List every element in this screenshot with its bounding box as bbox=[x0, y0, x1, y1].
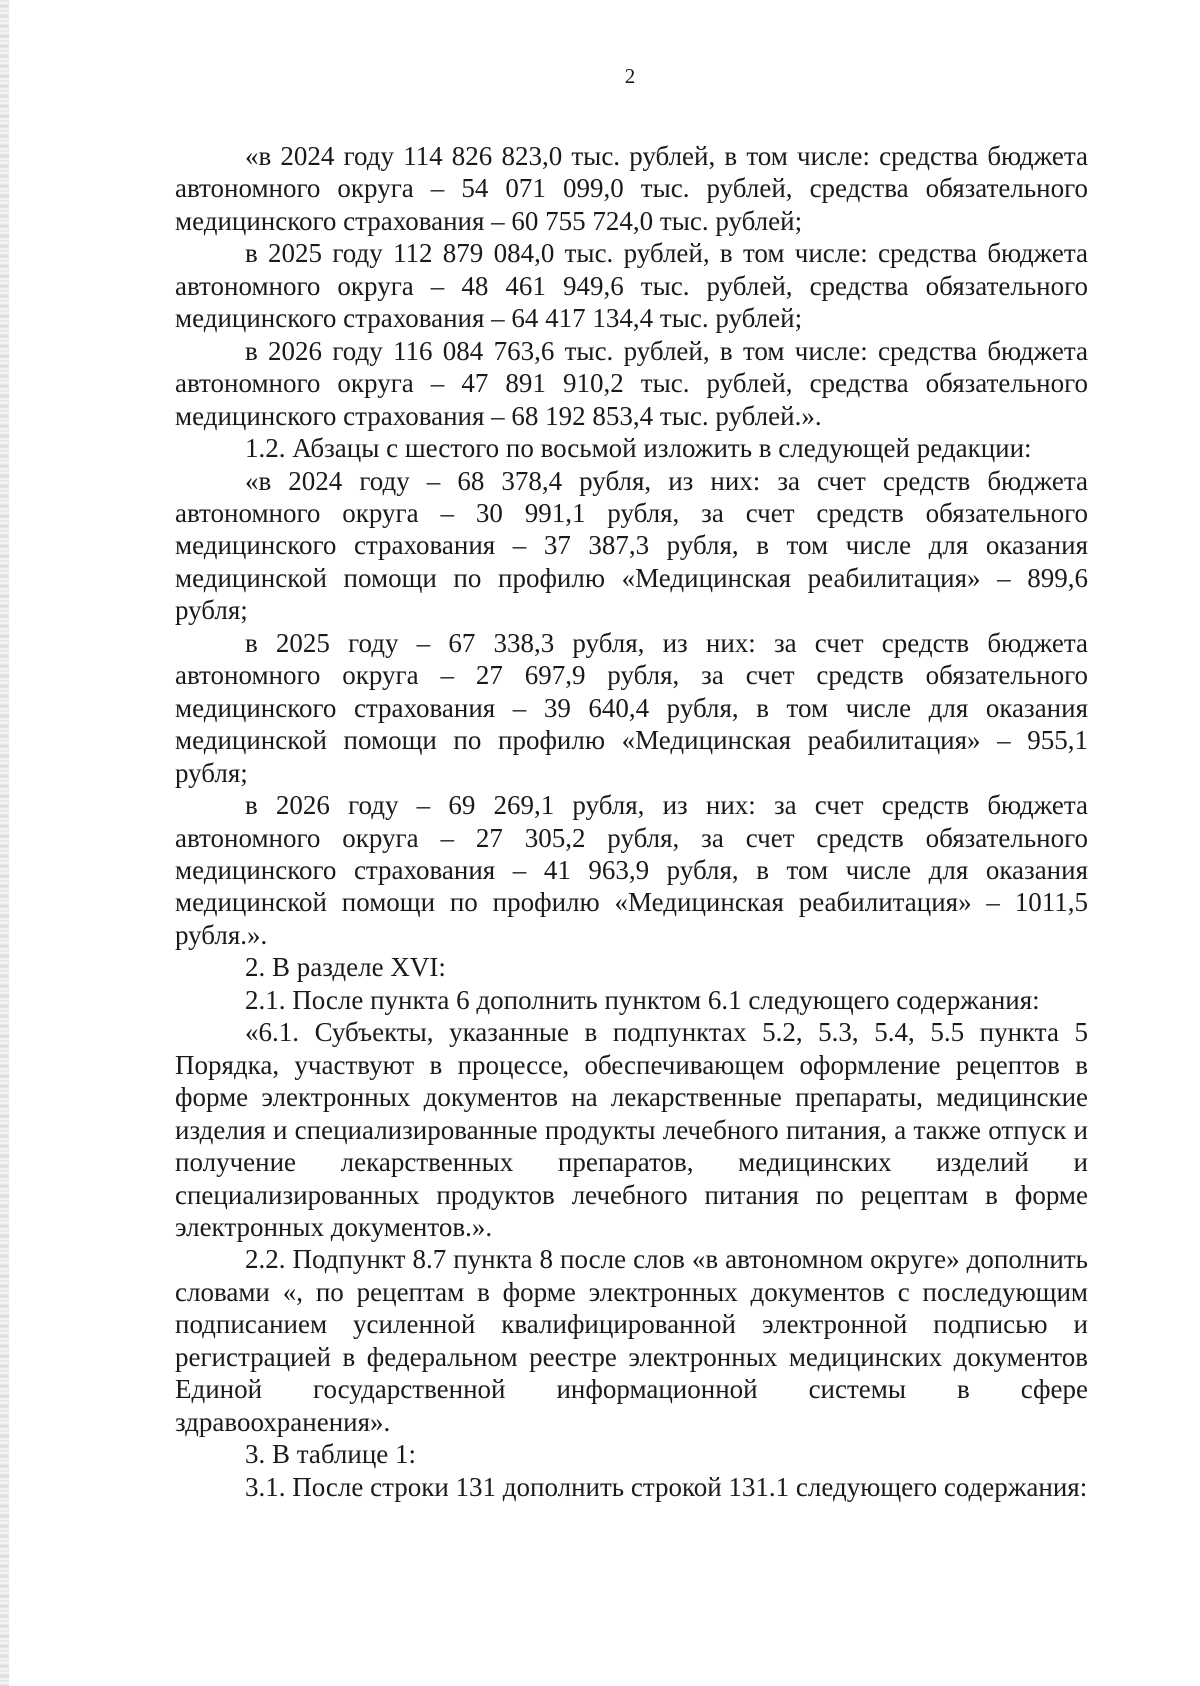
paragraph-item-6-1: «6.1. Субъекты, указанные в подпунктах 5.2, 5.3, 5.4, 5.5 пункта 5 Порядка, участвуют в процессе, обеспечивающем оформление рецептов в форме электронных документов на лекарственные препараты, медицинские изделия и специализированные продукты лечебного питания, а также отпуск и получение лекарственных препаратов, медицинских изделий и специализированных продуктов лечебного питания по рецептам в форме электронных документов.». bbox=[175, 1017, 1088, 1242]
paragraph-2026-total: в 2026 году 116 084 763,6 тыс. рублей, в том числе: средства бюджета автономного округа – 47 891 910,2 тыс. рублей, средства обязательного медицинского страхования – 68 192 853,4 тыс. рублей.». bbox=[175, 335, 1088, 431]
paragraph-2026-per-capita: в 2026 году – 69 269,1 рубля, из них: за счет средств бюджета автономного округа – 27 305,2 рубля, за счет средств обязательного медицинского страхования – 41 963,9 рубля, в том числе для оказания медицинской помощи по профилю «Медицинская реабилитация» – 1011,5 рубля.». bbox=[175, 790, 1088, 950]
paragraph-item-2-1: 2.1. После пункта 6 дополнить пунктом 6.1 следующего содержания: bbox=[245, 984, 1040, 1015]
document-body bbox=[175, 140, 1088, 1503]
page-number: 2 bbox=[624, 64, 636, 88]
paragraph-item-2-2: 2.2. Подпункт 8.7 пункта 8 после слов «в автономном округе» дополнить словами «, по рецептам в форме электронных документов с последующим подписанием усиленной квалифицированной электронной подписью и регистрацией в федеральном реестре электронных медицинских документов Единой государственной информационной системы в сфере здравоохранения». bbox=[175, 1244, 1088, 1437]
paragraph-2024-per-capita: «в 2024 году – 68 378,4 рубля, из них: за счет средств бюджета автономного округа – 30 991,1 рубля, за счет средств обязательного медицинского страхования – 37 387,3 рубля, в том числе для оказания медицинской помощи по профилю «Медицинская реабилитация» – 899,6 рубля; bbox=[175, 465, 1088, 626]
paragraph-item-1-2: 1.2. Абзацы с шестого по восьмой изложить в следующей редакции: bbox=[245, 433, 1032, 464]
paragraph-2024-total: «в 2024 году 114 826 823,0 тыс. рублей, в том числе: средства бюджета автономного округа – 54 071 099,0 тыс. рублей, средства обязательного медицинского страхования – 60 755 724,0 тыс. рублей; bbox=[175, 141, 1088, 236]
paragraph-item-3-1: 3.1. После строки 131 дополнить строкой 131.1 следующего содержания: bbox=[245, 1471, 1088, 1502]
paragraph-table-1: 3. В таблице 1: bbox=[245, 1439, 417, 1470]
paragraph-2025-total: в 2025 году 112 879 084,0 тыс. рублей, в том числе: средства бюджета автономного округа – 48 461 949,6 тыс. рублей, средства обязательного медицинского страхования – 64 417 134,4 тыс. рублей; bbox=[175, 238, 1088, 334]
paragraph-2025-per-capita: в 2025 году – 67 338,3 рубля, из них: за счет средств бюджета автономного округа – 27 697,9 рубля, за счет средств обязательного медицинского страхования – 39 640,4 рубля, в том числе для оказания медицинской помощи по профилю «Медицинская реабилитация» – 955,1 рубля; bbox=[175, 627, 1088, 788]
paragraph-section-xvi: 2. В разделе XVI: bbox=[245, 952, 446, 983]
scan-edge bbox=[0, 0, 9, 1686]
